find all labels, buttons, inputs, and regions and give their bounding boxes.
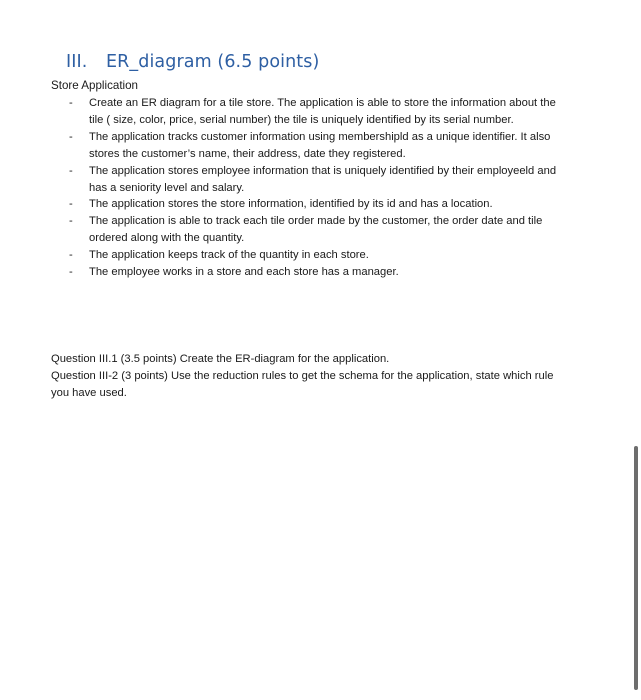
questions-block xyxy=(51,351,571,402)
section-number: III. xyxy=(66,52,88,72)
requirement-item xyxy=(51,163,571,197)
vertical-scrollbar[interactable] xyxy=(634,446,638,690)
requirements-list xyxy=(51,95,571,281)
bullet-dash: - xyxy=(69,130,73,143)
requirement-item xyxy=(51,196,571,213)
requirement-text: Create an ER diagram for a tile store. The application is able to store the information about the tile ( size, color, price, serial number) the tile is uniquely identified by its serial number. xyxy=(89,97,556,126)
requirement-item xyxy=(51,213,571,247)
question-2: Question III-2 (3 points) Use the reduction rules to get the schema for the application, state which rule you have used. xyxy=(51,369,554,399)
store-application-label: Store Application xyxy=(51,79,139,92)
bullet-dash: - xyxy=(69,97,73,109)
requirement-text: The application is able to track each tile order made by the customer, the order date and tile ordered along with the quantity. xyxy=(89,215,543,245)
requirement-text: The application stores the store information, identified by its id and has a location. xyxy=(89,198,493,211)
bullet-dash: - xyxy=(69,164,73,177)
requirement-text: The employee works in a store and each store has a manager. xyxy=(89,266,399,279)
requirement-item xyxy=(51,129,571,163)
bullet-dash: - xyxy=(69,266,73,279)
bullet-dash: - xyxy=(69,215,73,228)
section-title: ER_diagram (6.5 points) xyxy=(106,52,320,72)
requirement-item xyxy=(51,264,571,281)
requirement-item xyxy=(51,247,571,264)
requirement-item xyxy=(51,95,571,129)
question-1: Question III.1 (3.5 points) Create the ER-diagram for the application. xyxy=(51,353,390,365)
requirement-text: The application stores employee information that is uniquely identified by their employeeld and has a seniority level and salary. xyxy=(89,164,557,194)
bullet-dash: - xyxy=(69,198,73,211)
requirement-text: The application keeps track of the quantity in each store. xyxy=(89,249,369,262)
bullet-dash: - xyxy=(69,249,73,262)
section-heading xyxy=(66,52,319,72)
requirement-text: The application tracks customer information using membershipld as a unique identifier. It also stores the customer’s name, their address, date they registered. xyxy=(89,130,551,160)
